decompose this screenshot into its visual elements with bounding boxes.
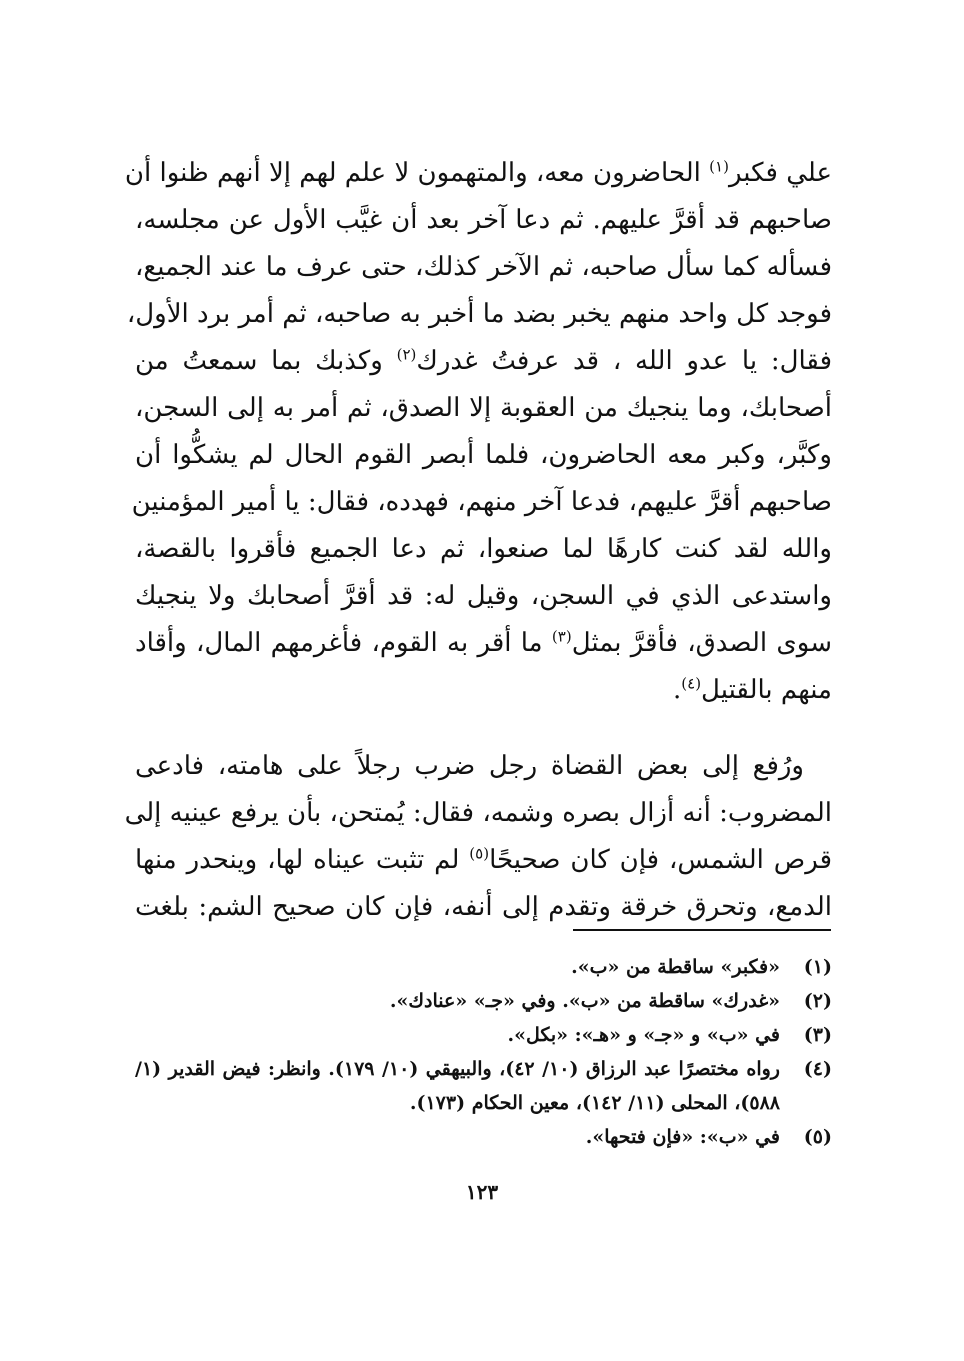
paragraph-gap	[135, 714, 832, 743]
footnote-number: (٤)	[803, 1058, 832, 1080]
footnote-ref-1[interactable]: (١)	[709, 157, 729, 176]
footnote-text: في «ب»: «فإن فتحها».	[585, 1126, 780, 1148]
text-segment: وكذبك بما سمعتُ من	[135, 346, 397, 376]
text-segment: ما أقر به القوم، فأغرمهم المال، وأقاد	[135, 628, 552, 658]
text-line: أصحابك، وما ينجيك من العقوبة إلا الصدق، ثم أمر به إلى السجن،	[135, 393, 832, 423]
paragraph-2	[124, 743, 832, 931]
text-line	[135, 837, 832, 884]
body-text	[124, 150, 832, 931]
footnote-ref-2[interactable]: (٢)	[396, 345, 417, 364]
footnote-number: (٥)	[803, 1126, 832, 1148]
text-line: صاحبهم قد أقرَّ عليهم. ثم دعا آخر بعد أن غيَّب الأول عن مجلسه،	[135, 205, 832, 235]
footnotes	[135, 950, 832, 1154]
text-line: والله لقد كنت كارهًا لما صنعوا، ثم دعا الجميع فأقروا بالقصة،	[135, 534, 832, 564]
footnote-item	[135, 1052, 832, 1120]
paragraph-1	[124, 150, 832, 714]
text-line	[124, 150, 832, 197]
footnote-item	[135, 950, 832, 984]
text-line: المضروب: أنه أزال بصره وشمه، فقال: يُمتحن، بأن يرفع عينيه إلى	[124, 798, 832, 828]
text-segment: قرص الشمس، فإن كان صحيحًا	[489, 845, 832, 875]
footnote-text: في «ب» و «جـ» و «هـ»: «بكل».	[507, 1024, 780, 1046]
text-segment: ورُفع إلى بعض القضاة رجل ضرب رجلاً على هامته، فادعى	[135, 751, 804, 781]
footnote-item	[135, 1018, 832, 1052]
text-line: الدمع، وتحرق خرقة وتقدم إلى أنفه، فإن كان صحيح الشم: بلغت	[135, 892, 832, 922]
footnote-item	[135, 984, 832, 1018]
text-line	[135, 338, 832, 385]
text-line: فوجد كل واحد منهم يخبر بضد ما أخبر به صاحبه، ثم أمر برد الأول،	[126, 299, 832, 329]
text-segment: الحاضرون معه، والمتهمون لا علم لهم إلا أنهم ظنوا أن	[124, 158, 710, 188]
footnote-separator	[573, 929, 831, 931]
footnote-number: (١)	[803, 956, 832, 978]
footnote-ref-5[interactable]: (٥)	[469, 844, 490, 863]
footnote-number: (٣)	[803, 1024, 832, 1046]
text-line: وكبَّر، وكبر معه الحاضرون، فلما أبصر القوم الحال لم يشكُّوا أن	[135, 440, 832, 470]
footnote-text: «فكبر» ساقطة من «ب».	[571, 956, 780, 978]
text-segment: منهم بالقتيل	[701, 675, 832, 705]
text-segment: .	[673, 675, 682, 705]
text-segment: لم تثبت عيناه لها، وينحدر منها	[135, 845, 470, 875]
text-line	[135, 667, 832, 714]
footnote-ref-4[interactable]: (٤)	[681, 674, 702, 693]
text-line	[135, 620, 832, 667]
page-number: ١٢٣	[465, 1180, 499, 1204]
text-segment: فقال: يا عدو الله ، قد عرفتُ غدرك	[416, 346, 832, 376]
text-segment: سوى الصدق، فأقرَّ بمثل	[571, 628, 832, 658]
text-segment: علي فكبر	[728, 158, 832, 188]
footnote-text: رواه مختصرًا عبد الرزاق (١٠/ ٤٢)، والبيهقي (١٠/ ١٧٩). وانظر: فيض القدير (١/ ٥٨٨)، المحلى (١١/ ١٤٢)، معين الحكام (١٧٣).	[135, 1058, 780, 1114]
footnote-text: «غدرك» ساقطة من «ب». وفي «جـ» «عنادك».	[389, 990, 780, 1012]
text-line	[135, 743, 832, 790]
footnote-number: (٢)	[803, 990, 832, 1012]
footnote-item	[135, 1120, 832, 1154]
text-line: فسأله كما سأل صاحبه، ثم الآخر كذلك، حتى عرف ما عند الجميع،	[135, 252, 832, 282]
footnote-ref-3[interactable]: (٣)	[551, 627, 572, 646]
text-line: واستدعى الذي في السجن، وقيل له: قد أقرَّ أصحابك ولا ينجيك	[135, 581, 832, 611]
text-line: صاحبهم أقرَّ عليهم، فدعا آخر منهم، فهدده، فقال: يا أمير المؤمنين	[131, 487, 832, 517]
